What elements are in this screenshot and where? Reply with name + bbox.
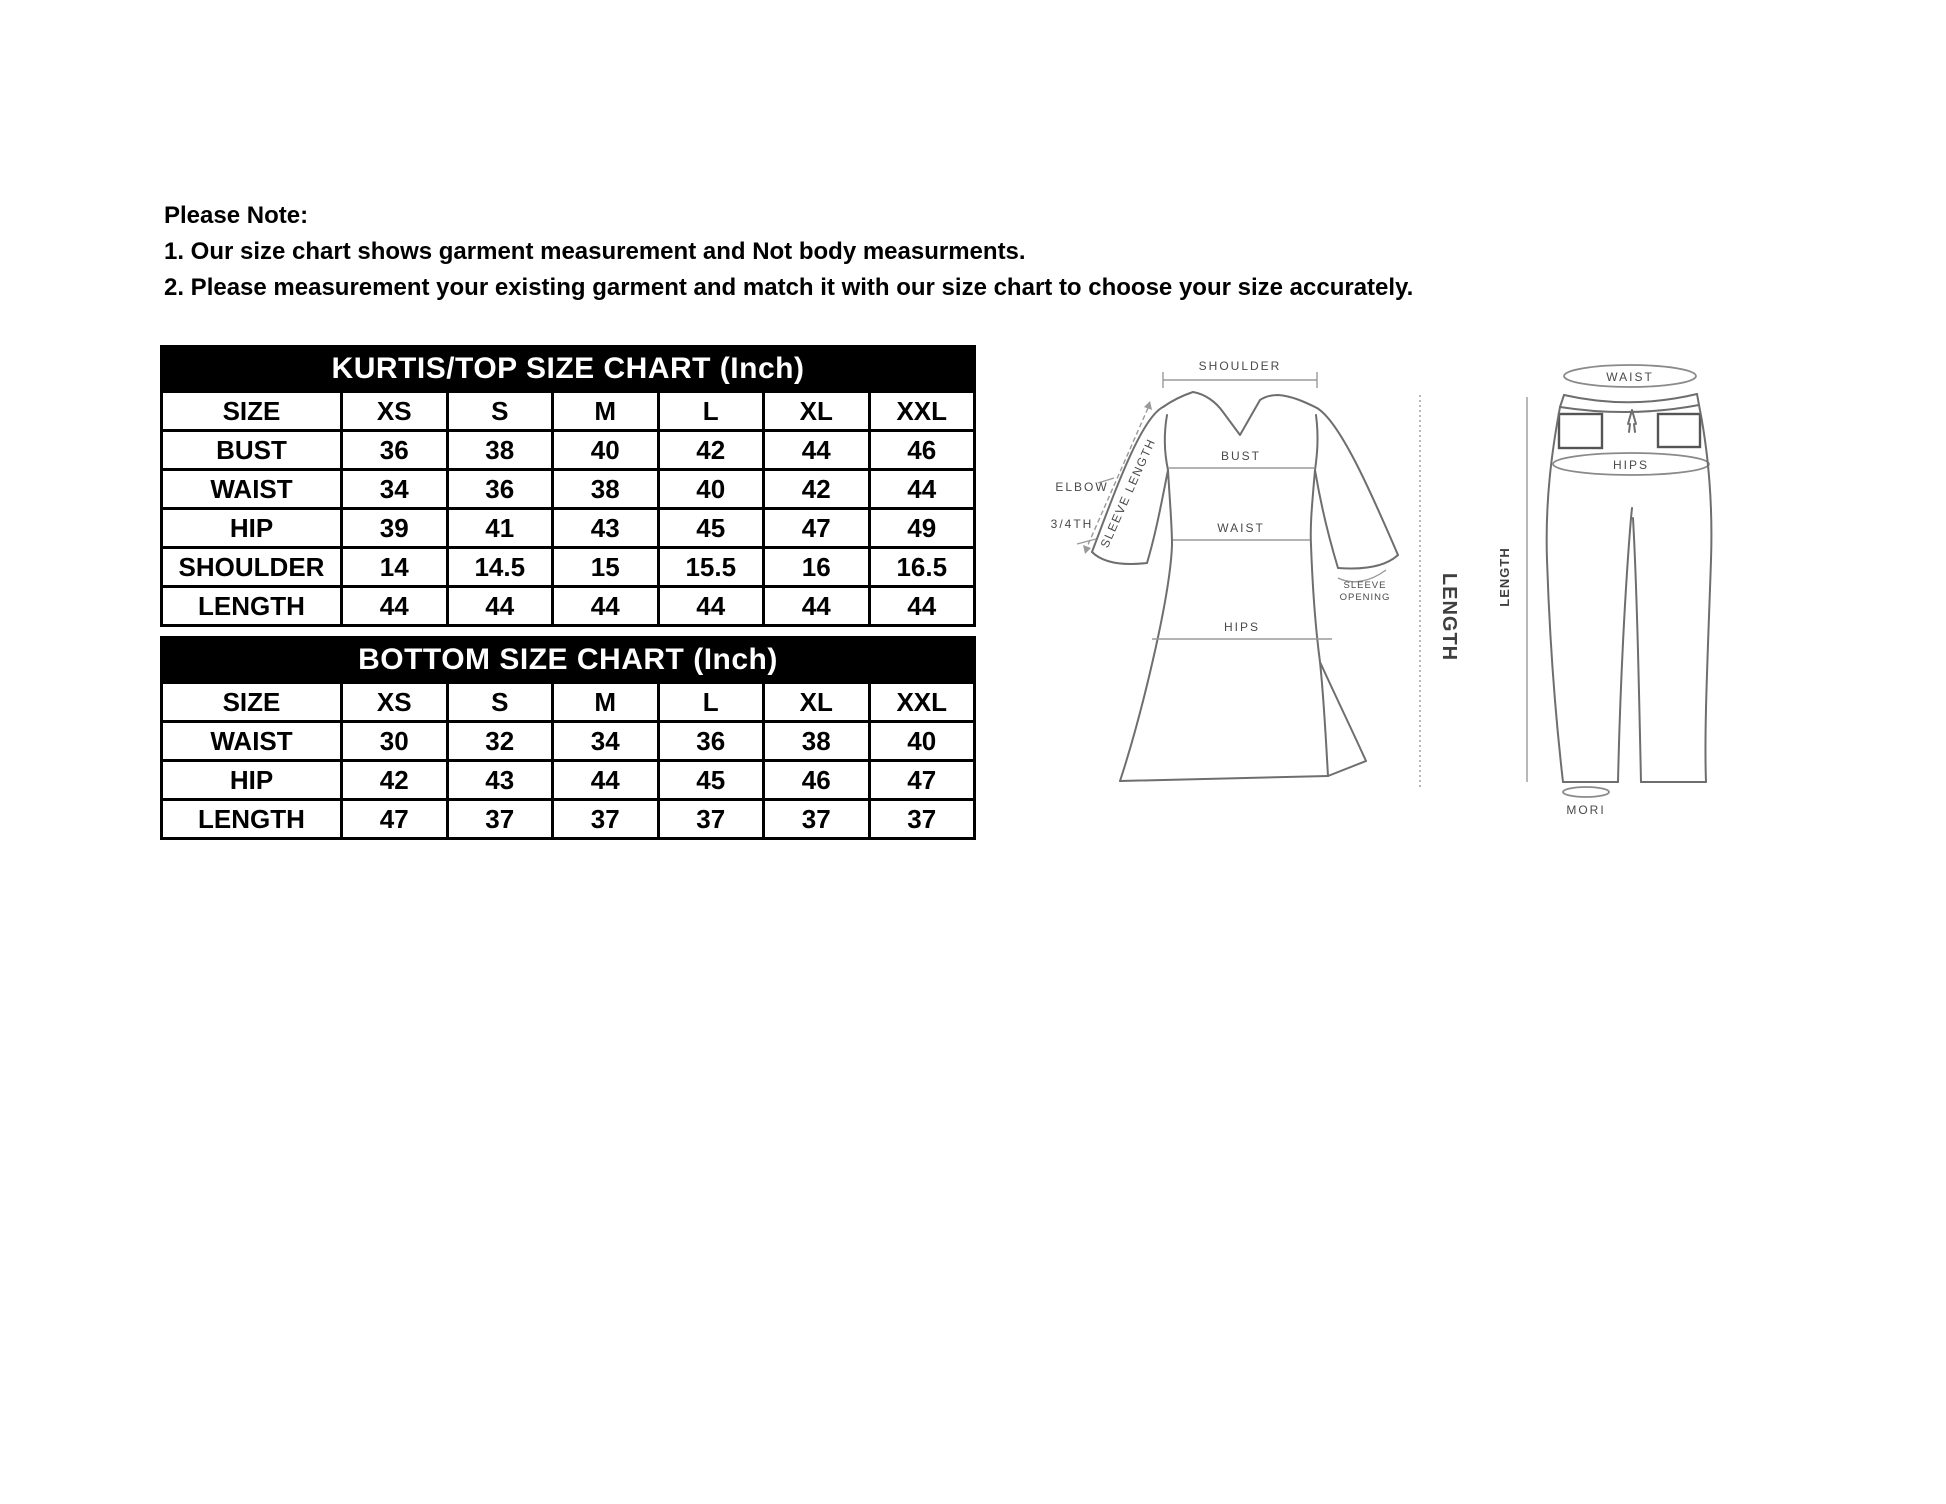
kurtis-top-size-chart-table — [160, 345, 976, 627]
table-cell: XS — [342, 683, 448, 722]
table-cell: XL — [764, 683, 870, 722]
table-cell: 15 — [553, 548, 659, 587]
pants-waist-label: WAIST — [1606, 370, 1654, 384]
table-row-header-cell: WAIST — [162, 722, 342, 761]
table-row-header-cell: SHOULDER — [162, 548, 342, 587]
table-cell: 36 — [447, 470, 553, 509]
table-cell: XL — [764, 392, 870, 431]
table-row — [162, 392, 975, 431]
table-cell: 42 — [658, 431, 764, 470]
table-cell: 38 — [447, 431, 553, 470]
kurti-shoulder-label: SHOULDER — [1198, 359, 1282, 373]
table-cell: 44 — [869, 470, 975, 509]
table-cell: 37 — [869, 800, 975, 839]
table-cell: 14 — [342, 548, 448, 587]
table-cell: XXL — [869, 683, 975, 722]
kurti-bust-label: BUST — [1220, 449, 1262, 463]
table-cell: XS — [342, 392, 448, 431]
kurti-elbow-label: ELBOW — [1055, 480, 1109, 494]
table-cell: L — [658, 683, 764, 722]
table-cell: 40 — [553, 431, 659, 470]
table-cell: S — [447, 392, 553, 431]
table-row-header-cell: HIP — [162, 761, 342, 800]
table-title-row — [162, 638, 975, 683]
kurti-hips-label: HIPS — [1223, 620, 1261, 634]
table-row-header-cell: HIP — [162, 509, 342, 548]
pants-measurement-diagram — [1495, 330, 1755, 830]
table-row-header-cell: WAIST — [162, 470, 342, 509]
kurti-length-label: LENGTH — [1438, 572, 1460, 662]
pants-hips-label: HIPS — [1612, 458, 1650, 472]
table-cell: 14.5 — [447, 548, 553, 587]
table-cell: 37 — [764, 800, 870, 839]
table-cell: 37 — [447, 800, 553, 839]
table-cell: 39 — [342, 509, 448, 548]
sleeve-length-arrow-bottom — [1083, 545, 1091, 554]
note-line-2: 2. Please measurement your existing garment and match it with our size chart to choose your size accurately. — [164, 274, 1414, 301]
table-cell: 42 — [764, 470, 870, 509]
table-cell: 45 — [658, 509, 764, 548]
table-cell: 44 — [764, 587, 870, 626]
table-cell: 44 — [553, 761, 659, 800]
table-cell: 38 — [764, 722, 870, 761]
table-cell: 42 — [342, 761, 448, 800]
table-cell: XXL — [869, 392, 975, 431]
table-row-header-cell: LENGTH — [162, 800, 342, 839]
table-row — [162, 509, 975, 548]
table-cell: 37 — [658, 800, 764, 839]
table-row-header-cell: BUST — [162, 431, 342, 470]
kurti-waist-label: WAIST — [1217, 521, 1265, 535]
table-cell: 44 — [869, 587, 975, 626]
table-row-header-cell: SIZE — [162, 392, 342, 431]
table-cell: 34 — [342, 470, 448, 509]
table-row — [162, 722, 975, 761]
table-cell: S — [447, 683, 553, 722]
table-cell: 44 — [447, 587, 553, 626]
table-cell: 15.5 — [658, 548, 764, 587]
table-cell: 34 — [553, 722, 659, 761]
table-cell: 40 — [869, 722, 975, 761]
table-cell: 40 — [658, 470, 764, 509]
table-cell: 47 — [869, 761, 975, 800]
table-cell: M — [553, 683, 659, 722]
bottom-size-chart-table — [160, 636, 976, 840]
table-row — [162, 800, 975, 839]
table-row — [162, 587, 975, 626]
table-row — [162, 548, 975, 587]
kurti-measurement-diagram — [1020, 330, 1460, 830]
table-cell: 49 — [869, 509, 975, 548]
kurti-sleeve-opening-label-1: SLEEVE — [1343, 580, 1387, 591]
table-cell: 47 — [764, 509, 870, 548]
table-cell: 44 — [764, 431, 870, 470]
table-cell: 41 — [447, 509, 553, 548]
table-cell: M — [553, 392, 659, 431]
table-row — [162, 761, 975, 800]
pants-mori-label: MORI — [1566, 803, 1606, 817]
table-cell: 44 — [553, 587, 659, 626]
table-cell: 43 — [553, 509, 659, 548]
table-cell: 37 — [553, 800, 659, 839]
table-cell: 44 — [342, 587, 448, 626]
table-row-header-cell: SIZE — [162, 683, 342, 722]
table-row — [162, 431, 975, 470]
kurti-sleeve-opening-label-2: OPENING — [1339, 592, 1391, 603]
table-cell: 46 — [869, 431, 975, 470]
table-row — [162, 470, 975, 509]
table-cell: 32 — [447, 722, 553, 761]
table-cell: 45 — [658, 761, 764, 800]
table-cell: 36 — [658, 722, 764, 761]
table-row — [162, 683, 975, 722]
note-title: Please Note: — [164, 202, 309, 229]
note-line-1: 1. Our size chart shows garment measurement and Not body measurments. — [164, 238, 1026, 265]
table-cell: 16 — [764, 548, 870, 587]
table-cell: 38 — [553, 470, 659, 509]
table-cell: 36 — [342, 431, 448, 470]
table-cell: 16.5 — [869, 548, 975, 587]
table-cell: 30 — [342, 722, 448, 761]
pants-length-label: LENGTH — [1497, 547, 1512, 607]
kurti-three-fourth-label: 3/4TH — [1050, 517, 1094, 531]
table-cell: 47 — [342, 800, 448, 839]
kurti-sleeve-length-label: SLEEVE LENGTH — [1097, 436, 1159, 550]
table-cell: 44 — [658, 587, 764, 626]
table-title: KURTIS/TOP SIZE CHART (Inch) — [162, 347, 975, 392]
table-row-header-cell: LENGTH — [162, 587, 342, 626]
table-cell: 46 — [764, 761, 870, 800]
please-note-block — [164, 198, 1584, 306]
table-title: BOTTOM SIZE CHART (Inch) — [162, 638, 975, 683]
table-cell: 43 — [447, 761, 553, 800]
table-title-row — [162, 347, 975, 392]
table-cell: L — [658, 392, 764, 431]
